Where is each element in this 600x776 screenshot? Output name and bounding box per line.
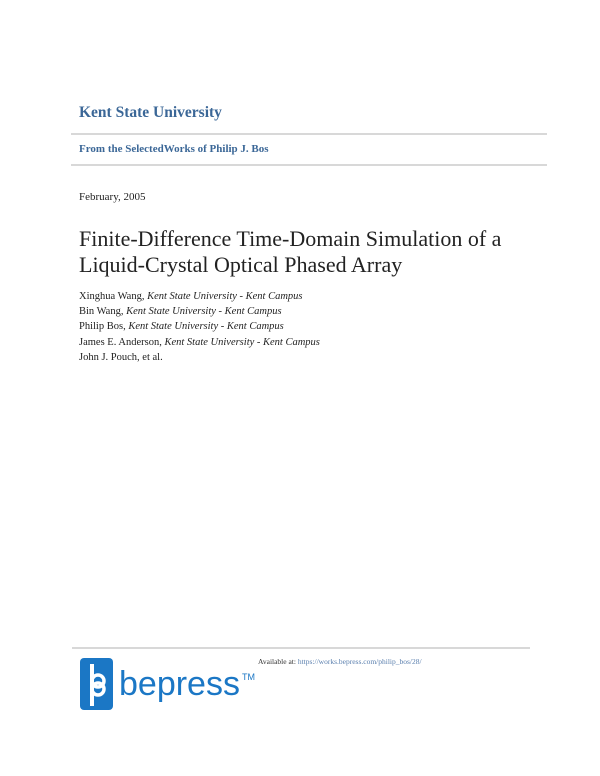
author-item: John J. Pouch, et al. <box>79 351 163 363</box>
divider <box>72 647 530 649</box>
bepress-logo-icon <box>80 658 113 710</box>
divider <box>71 164 547 166</box>
author-item: Philip Bos, Kent State University - Kent Campus <box>79 321 284 333</box>
author-list <box>79 289 320 365</box>
document-title: Finite-Difference Time-Domain Simulation of a Liquid-Crystal Optical Phased Array <box>79 226 502 277</box>
source-url-link[interactable]: https://works.bepress.com/philip_bos/28/ <box>297 657 422 666</box>
author-item: Bin Wang, Kent State University - Kent Campus <box>79 306 282 318</box>
author-item: James E. Anderson, Kent State University - Kent Campus <box>79 336 320 348</box>
trademark: TM <box>242 672 255 682</box>
divider <box>71 133 547 135</box>
institution-name: Kent State University <box>79 104 222 121</box>
author-item: Xinghua Wang, Kent State University - Kent Campus <box>79 291 303 302</box>
available-label: Available at: <box>258 657 296 666</box>
publication-date: February, 2005 <box>79 191 146 203</box>
availability-note <box>258 657 422 666</box>
bepress-logo-text: bepress <box>119 665 240 703</box>
collection-link[interactable]: From the SelectedWorks of Philip J. Bos <box>79 143 269 155</box>
